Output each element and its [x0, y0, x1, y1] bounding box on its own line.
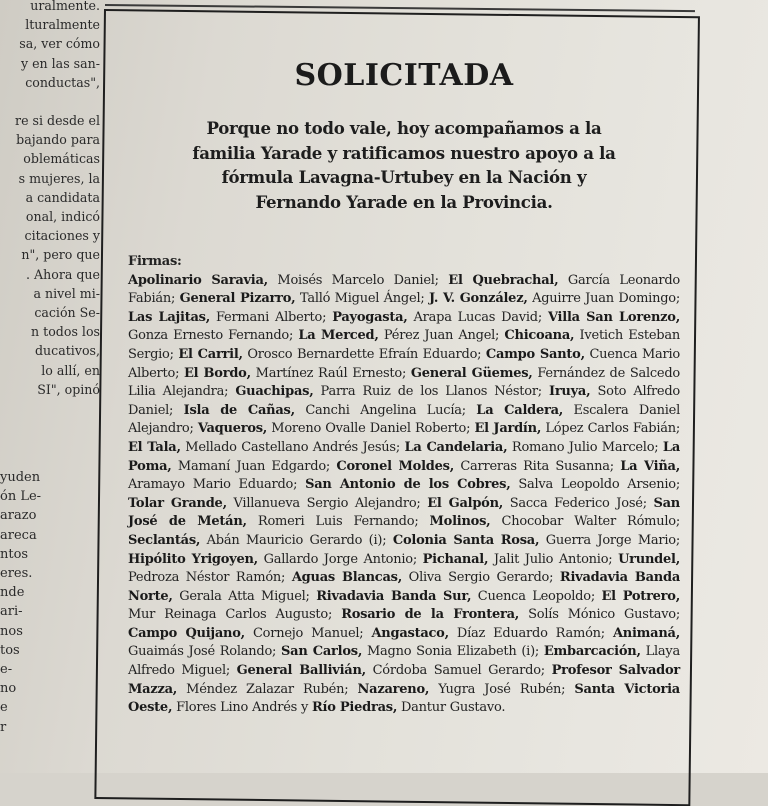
signature-name: Méndez Zalazar Rubén; [177, 681, 358, 697]
text-line: yuden [0, 470, 41, 485]
signature-place: Nazareno, [357, 681, 430, 697]
text-line: nos [0, 623, 23, 639]
signature-place: Embarcación, [543, 644, 641, 660]
signature-place: Aguas Blancas, [291, 570, 402, 586]
signature-place: Campo Santo, [485, 346, 585, 362]
text-line: lo allí, en [41, 362, 100, 378]
signature-place: El Galpón, [427, 495, 504, 511]
signature-place: Molinos, [429, 514, 491, 530]
adjacent-article-column-top [0, 0, 100, 399]
signature-place: La Candelaria, [404, 439, 508, 455]
signature-place: Vaqueros, [197, 421, 268, 437]
subtitle-line: familia Yarade y ratificamos nuestro apoyo a la [192, 142, 616, 163]
signature-entry [358, 682, 575, 697]
signature-name: López Carlos Fabián; [541, 421, 680, 437]
signature-entry [128, 440, 404, 455]
signature-name: Mamaní Juan Edgardo; [171, 458, 337, 474]
signature-entry [128, 496, 427, 511]
text-line: ón Le- [0, 489, 42, 505]
signature-entry [180, 291, 429, 306]
signature-place: San Antonio de los Cobres, [305, 477, 511, 493]
signature-place: La Poma, [128, 439, 680, 474]
signature-place: Rivadavia Banda Norte, [128, 570, 680, 604]
signature-name: Cuenca Leopoldo; [471, 588, 602, 604]
signature-name: Talló Miguel Ángel; [295, 291, 429, 307]
signature-name: Orosco Bernardette Efraín Eduardo; [242, 346, 486, 362]
text-line: uralmente. [30, 0, 100, 13]
signature-name: Pérez Juan Angel; [378, 328, 505, 344]
text-line: . Ahora que [26, 266, 100, 282]
signature-name: Llaya Alfredo Miguel; [128, 644, 680, 679]
signature-name: Ivetich Esteban Sergio; [128, 328, 680, 362]
signature-place: Animaná, [612, 625, 680, 641]
subtitle-line: Porque no todo vale, hoy acompañamos a la [206, 118, 602, 138]
notice-title: SOLICITADA [294, 58, 514, 93]
signature-name: Cuenca Mario Alberto; [128, 346, 680, 381]
text-line: tos [0, 642, 20, 658]
signature-entry [128, 310, 332, 325]
signature-name: Soto Alfredo Daniel; [128, 384, 680, 418]
signature-place: Urundel, [618, 551, 680, 567]
signature-name: Cornejo Manuel; [244, 625, 372, 641]
text-line: onal, indicó [25, 209, 100, 225]
signature-place: San José de Metán, [128, 495, 681, 530]
text-line: ari- [0, 604, 23, 620]
signature-name: Moreno Ovalle Daniel Roberto; [267, 421, 475, 437]
adjacent-article-column-bottom [0, 468, 44, 737]
signature-name: Flores Lino Andrés y [172, 700, 312, 716]
text-line: arazo [0, 508, 37, 524]
signature-place: Angastaco, [371, 625, 449, 641]
signature-place: General Güemes, [410, 365, 533, 381]
signature-name: Magno Sonia Elizabeth (i); [362, 644, 544, 660]
signature-place: El Bordo, [184, 365, 251, 381]
subtitle-line: fórmula Lavagna-Urtubey en la Nación y [221, 167, 587, 187]
signature-place: J. V. González, [428, 291, 528, 307]
signature-name: Canchi Angelina Lucía; [294, 402, 477, 418]
text-line: cación Se- [34, 305, 100, 321]
text-line: re si desde el [15, 113, 100, 129]
signature-place: Colonia Santa Rosa, [392, 532, 540, 548]
signature-place: Isla de Cañas, [183, 402, 295, 418]
signature-place: Santa Victoria Oeste, [128, 681, 680, 716]
signature-name: Aguirre Juan Domingo; [527, 291, 680, 307]
signature-name: Yugra José Rubén; [429, 681, 575, 697]
signature-name: Gerala Atta Miguel; [172, 588, 317, 604]
signature-entry [128, 552, 423, 567]
text-line: oblemáticas [23, 151, 100, 167]
signature-name: Mur Reinaga Carlos Augusto; [128, 607, 342, 623]
signature-place: General Pizarro, [179, 291, 296, 307]
signature-entry [128, 533, 393, 548]
signature-name: Guaimás José Rolando; [128, 644, 282, 660]
signature-place: Payogasta, [332, 309, 408, 325]
signature-name: Córdoba Samuel Gerardo; [365, 663, 552, 679]
signature-entries [128, 273, 680, 716]
signature-entry [371, 626, 612, 641]
text-line: n todos los [31, 324, 100, 340]
signature-place: La Caldera, [476, 402, 564, 418]
text-line: n", pero que [21, 247, 100, 263]
signature-entry [298, 328, 504, 343]
signature-place: El Potrero, [601, 588, 680, 604]
signature-entry [312, 700, 505, 715]
signatures-label: Firmas: [128, 254, 182, 269]
text-line: citaciones y [24, 228, 100, 244]
signature-place: El Jardín, [474, 421, 542, 437]
signatures-list [128, 253, 680, 718]
signature-name: Fermani Alberto; [209, 309, 333, 325]
signature-place: Las Lajitas, [128, 309, 210, 325]
signature-place: Rosario de la Frontera, [341, 607, 520, 623]
signature-place: Villa San Lorenzo, [547, 309, 681, 325]
signature-entry [198, 421, 475, 436]
signature-name: Moisés Marcelo Daniel; [267, 272, 449, 288]
signature-name: García Leonardo Fabián; [128, 272, 681, 307]
subtitle-line: Fernando Yarade en la Provincia. [255, 191, 553, 212]
text-line: sa, ver cómo [19, 36, 100, 52]
signature-entry [235, 384, 549, 399]
signature-name: Parra Ruiz de los Llanos Néstor; [313, 384, 549, 400]
signature-entry [429, 291, 680, 306]
text-line: y en las san- [20, 55, 100, 71]
signature-name: Dantur Gustavo. [397, 700, 506, 716]
signature-place: El Tala, [128, 439, 181, 455]
text-line: s mujeres, la [18, 170, 100, 186]
signature-name: Gonza Ernesto Fernando; [128, 328, 299, 344]
text-line: SI", opinó [37, 381, 100, 397]
text-line: ducativos, [35, 343, 100, 359]
signature-entry [430, 514, 680, 529]
text-line: lturalmente [25, 17, 100, 33]
signature-place: El Quebrachal, [448, 272, 559, 288]
signature-entry [128, 273, 448, 288]
text-line: bajando para [16, 132, 100, 148]
text-line: a candidata [25, 189, 100, 205]
signature-place: Campo Quijano, [128, 625, 245, 641]
signature-name: Aramayo Mario Eduardo; [128, 477, 306, 493]
text-line: conductas", [25, 74, 100, 90]
signature-entry [281, 644, 544, 659]
signature-name: Pedroza Néstor Ramón; [128, 570, 292, 586]
text-line: no [0, 681, 17, 697]
signature-name: Jalit Julio Antonio; [488, 551, 619, 567]
signature-place: Profesor Salvador Mazza, [128, 663, 680, 697]
signature-place: El Carril, [178, 346, 243, 362]
signature-place: Rivadavia Banda Sur, [316, 588, 472, 604]
signature-entry [237, 663, 552, 678]
signature-place: Coronel Moldes, [336, 458, 454, 474]
signature-entry [178, 347, 486, 362]
signature-place: Pichanal, [422, 551, 489, 567]
signature-entry [305, 477, 680, 492]
signature-place: Chicoana, [504, 328, 575, 344]
text-line: r [0, 719, 7, 735]
text-line: e [0, 700, 8, 716]
text-line: nde [0, 585, 25, 601]
signature-entry [316, 589, 601, 604]
signature-place: La Viña, [620, 458, 680, 474]
paragraph-gap [0, 92, 100, 111]
signature-place: San Carlos, [281, 644, 363, 660]
signature-entry [393, 533, 680, 548]
signature-place: Iruya, [549, 384, 591, 400]
signature-place: Hipólito Yrigoyen, [128, 551, 258, 567]
notice-subtitle [128, 116, 680, 214]
signature-place: Seclantás, [128, 532, 201, 548]
signature-entry [184, 403, 477, 418]
signature-name: Mellado Castellano Andrés Jesús; [180, 439, 405, 455]
signature-place: Apolinario Saravia, [128, 272, 268, 288]
signature-name: Oliva Sergio Gerardo; [402, 570, 560, 586]
signature-entry [128, 626, 371, 641]
signature-place: Río Piedras, [311, 700, 398, 716]
signature-name: Sacca Federico José; [503, 495, 654, 511]
signature-name: Gallardo Jorge Antonio; [257, 551, 423, 567]
signature-entry [474, 421, 680, 436]
signature-entry [427, 496, 653, 511]
signature-place: General Ballivián, [236, 663, 366, 679]
signature-name: Martínez Raúl Ernesto; [250, 365, 411, 381]
signature-name: Romeri Luis Fernando; [246, 514, 430, 530]
signature-name: Arapa Lucas David; [407, 309, 548, 325]
signature-entry [292, 570, 560, 585]
signature-name: Romano Julio Marcelo; [507, 439, 663, 455]
signature-entry [336, 459, 620, 474]
text-line: a nivel mi- [33, 285, 100, 301]
signature-entry [332, 310, 548, 325]
solicitada-notice [128, 50, 680, 718]
signature-name: Fernández de Salcedo Lilia Alejandra; [128, 365, 681, 400]
text-line: eres. [0, 566, 33, 582]
signature-name: Villanueva Sergio Alejandro; [226, 495, 428, 511]
signature-name: Escalera Daniel Alejandro; [128, 402, 680, 437]
signature-place: Guachipas, [235, 384, 314, 400]
signature-entry [404, 440, 662, 455]
signature-entry [341, 607, 680, 622]
text-line: e- [0, 662, 13, 678]
text-line: ntos [0, 546, 29, 562]
signature-name: Díaz Eduardo Ramón; [448, 625, 613, 641]
signature-name: Salva Leopoldo Arsenio; [510, 477, 680, 493]
signature-name: Chocobar Walter Rómulo; [490, 514, 680, 530]
signature-name: Solís Mónico Gustavo; [519, 607, 680, 623]
text-line: areca [0, 527, 37, 543]
signature-entry [423, 552, 618, 567]
signature-name: Guerra Jorge Mario; [539, 532, 680, 548]
signature-name: Abán Mauricio Gerardo (i); [200, 532, 393, 548]
signature-entry [184, 366, 411, 381]
signature-place: La Merced, [298, 328, 379, 344]
signature-name: Carreras Rita Susanna; [454, 458, 621, 474]
signature-place: Tolar Grande, [128, 495, 227, 511]
